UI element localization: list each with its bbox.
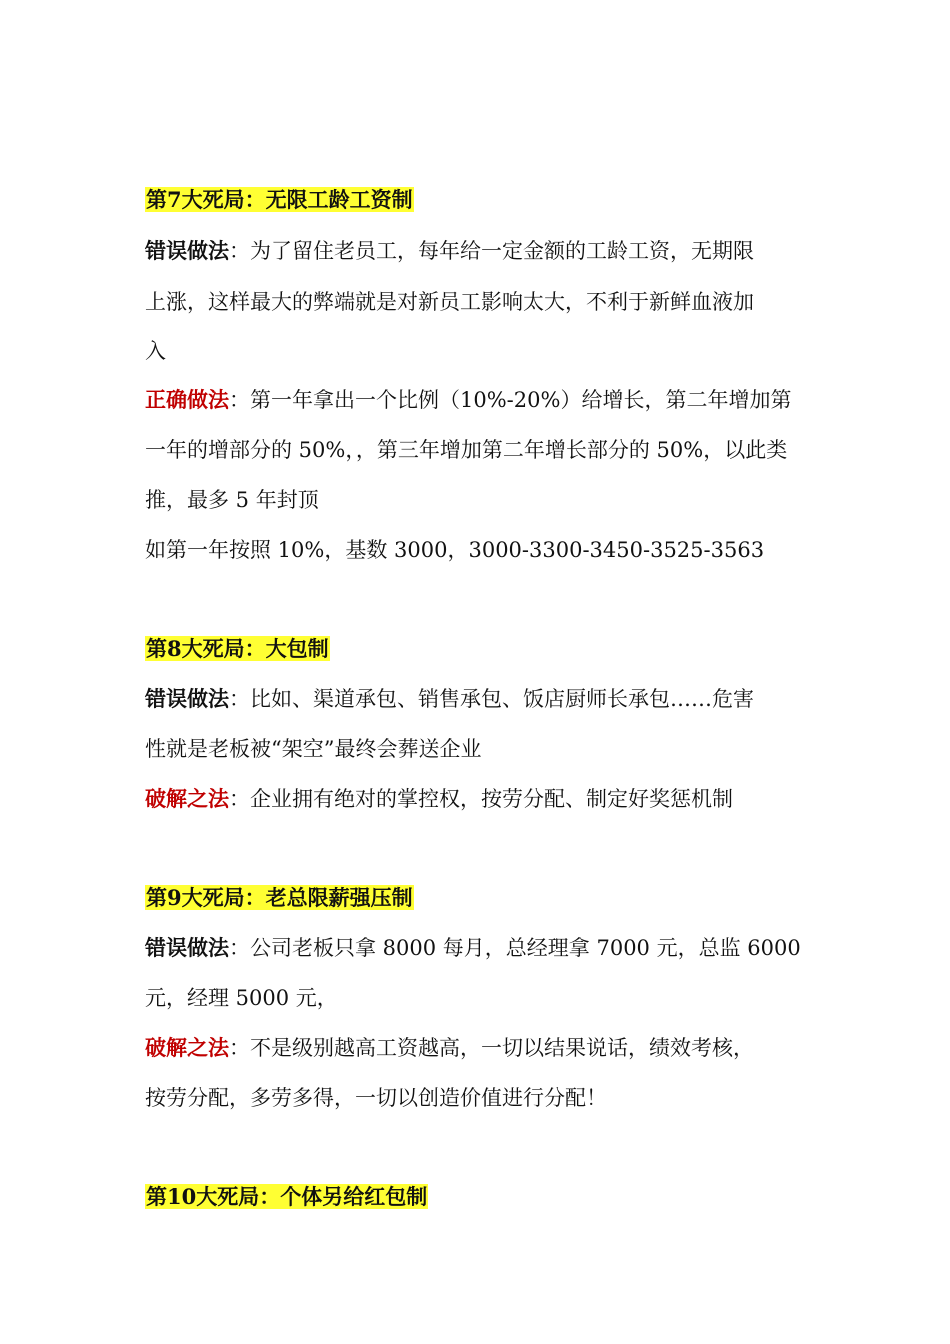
section-heading-10: 第10大死局：个体另给红包制 [146,1184,428,1209]
solution-label: 破解之法 [145,786,229,811]
section-7-wrong-line-1: 错误做法：为了留住老员工，每年给一定金额的工龄工资，无期限 [145,238,754,263]
section-heading-8: 第8大死局：大包制 [146,636,329,661]
section-9-fix-line-2: 按劳分配，多劳多得，一切以创造价值进行分配！ [145,1086,607,1110]
section-7-fix-line-1: 正确做法：第一年拿出一个比例（10%-20%）给增长，第二年增加第 [145,387,792,412]
solution-label: 破解之法 [145,1035,229,1060]
section-9-wrong-line-1: 错误做法：公司老板只拿 8000 每月，总经理拿 7000 元，总监 6000 [145,935,801,960]
section-8-wrong-line-1: 错误做法：比如、渠道承包、销售承包、饭店厨师长承包……危害 [145,686,754,711]
correct-practice-label: 正确做法 [145,387,229,412]
wrong-practice-label: 错误做法 [145,935,229,960]
section-7-fix-line-3: 推，最多 5 年封顶 [145,488,319,512]
wrong-practice-label: 错误做法 [145,238,229,263]
section-7-wrong-line-2: 上涨，这样最大的弊端就是对新员工影响太大，不利于新鲜血液加 [145,290,754,314]
wrong-practice-label: 错误做法 [145,686,229,711]
section-7-wrong-line-3: 入 [145,339,166,363]
section-7-fix-line-2: 一年的增部分的 50%，，第三年增加第二年增长部分的 50%，以此类 [145,438,788,462]
section-heading-9: 第9大死局：老总限薪强压制 [146,885,413,910]
section-7-example: 如第一年按照 10%，基数 3000，3000-3300-3450-3525-3563 [145,538,765,562]
section-9-fix-line-1: 破解之法：不是级别越高工资越高，一切以结果说话，绩效考核， [145,1035,754,1060]
section-8-wrong-line-2: 性就是老板被“架空”最终会葬送企业 [145,737,482,761]
section-8-fix-line-1: 破解之法：企业拥有绝对的掌控权，按劳分配、制定好奖惩机制 [145,786,733,811]
section-9-wrong-line-2: 元，经理 5000 元， [145,986,338,1010]
section-heading-7: 第7大死局：无限工龄工资制 [146,187,413,212]
